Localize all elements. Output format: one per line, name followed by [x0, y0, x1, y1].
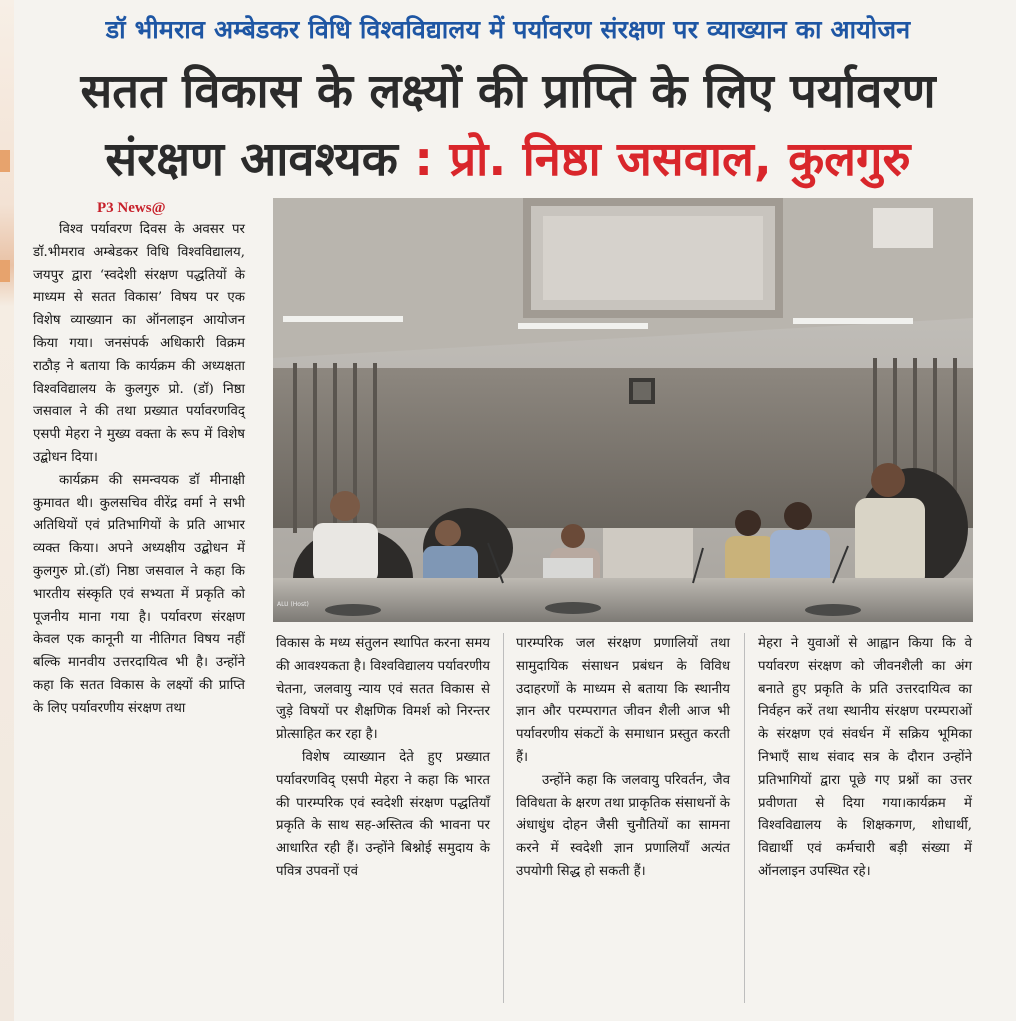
edge-mark	[0, 260, 10, 282]
article-column-4	[758, 633, 972, 884]
paragraph: कार्यक्रम की समन्वयक डॉ मीनाक्षी कुमावत थी। कुलसचिव वीरेंद्र वर्मा ने सभी अतिथियों एवं प्रतिभागियों के प्रति आभार व्यक्त किया। अपने अध्यक्षीय उद्बोधन में कुलगुरु प्रो.(डॉ) निष्ठा जसवाल ने कहा कि भारतीय संस्कृति एवं सभ्यता में प्रकृति को पूजनीय माना गया है। पर्यावरण संरक्षण केवल एक कानूनी या नीतिगत विषय नहीं बल्कि मानवीय उत्तरदायित्व भी है। उन्होंने कहा कि सतत विकास के लक्ष्यों की प्राप्ति के लिए पर्यावरणीय संरक्षण तथा	[33, 472, 245, 716]
article-column-3	[516, 633, 730, 884]
headline-line-1: सतत विकास के लक्ष्यों की प्राप्ति के लिए पर्यावरण	[80, 64, 936, 119]
headline-line-2-main: संरक्षण आवश्यक	[105, 132, 398, 187]
headline-line-2	[20, 126, 996, 194]
page-edge-strip	[0, 0, 14, 1021]
main-headline	[20, 58, 996, 194]
paragraph: विकास के मध्य संतुलन स्थापित करना समय की आवश्यकता है। विश्वविद्यालय पर्यावरणीय चेतना, जलवायु न्याय एवं सतत विकास से जुड़े विषयों पर शैक्षणिक विमर्श को निरन्तर प्रोत्साहित कर रहा है।	[276, 636, 490, 743]
byline: P3 News@	[97, 200, 166, 216]
article-column-2	[276, 633, 490, 884]
paragraph: उन्होंने कहा कि जलवायु परिवर्तन, जैव विविधता के क्षरण तथा प्राकृतिक संसाधनों के अंधाधुंध दोहन जैसी चुनौतियों का सामना करने में स्वदेशी ज्ञान प्रणालियाँ अत्यंत उपयोगी सिद्ध हो सकती हैं।	[516, 772, 730, 879]
edge-mark	[0, 150, 10, 172]
paragraph: पारम्परिक जल संरक्षण प्रणालियों तथा सामुदायिक संसाधन प्रबंधन के विविध उदाहरणों के माध्यम से बताया कि स्थानीय ज्ञान और परम्परागत जीवन शैली आज भी पर्यावरणीय संकटों के समाधान प्रस्तुत करती हैं।	[516, 636, 730, 765]
article-column-1	[33, 219, 245, 721]
headline-accent: प्रो. निष्ठा जसवाल, कुलगुरु	[449, 132, 911, 187]
photo-corner-mark: ALU (Host)	[277, 601, 309, 608]
news-photo	[273, 198, 973, 622]
column-divider	[503, 633, 504, 1003]
paragraph: विश्व पर्यावरण दिवस के अवसर पर डॉ.भीमराव अम्बेडकर विधि विश्वविद्यालय, जयपुर द्वारा ‘स्वदेशी संरक्षण पद्धतियों के माध्यम से सतत विकास’ विषय पर एक विशेष व्याख्यान का ऑनलाइन आयोजन किया गया। जनसंपर्क अधिकारी विक्रम राठौड़ ने बताया कि कार्यक्रम की अध्यक्षता विश्वविद्यालय के कुलगुरु प्रो. (डॉ) निष्ठा जसवाल ने की तथा प्रख्यात पर्यावरणविद् एसपी मेहरा ने मुख्य वक्ता के रूप में विशेष उद्बोधन दिया।	[33, 222, 245, 465]
headline-separator: :	[397, 132, 450, 187]
column-divider	[744, 633, 745, 1003]
conference-room-image	[273, 198, 973, 622]
paragraph: मेहरा ने युवाओं से आह्वान किया कि वे पर्यावरण संरक्षण को जीवनशैली का अंग बनाते हुए प्रकृति के प्रति उत्तरदायित्व का निर्वहन करें तथा स्थानीय संरक्षण परम्पराओं के संरक्षण एवं संवर्धन में सक्रिय भूमिका निभाएँ साथ संवाद सत्र के दौरान उन्होंने प्रतिभागियों द्वारा पूछे गए प्रश्नों का उत्तर प्रवीणता से दिया गया।कार्यक्रम में विश्वविद्यालय के शिक्षकगण, शोधार्थी, विद्यार्थी एवं कर्मचारी बड़ी संख्या में ऑनलाइन उपस्थित रहे।	[758, 636, 972, 879]
kicker-headline: डॉ भीमराव अम्बेडकर विधि विश्वविद्यालय में पर्यावरण संरक्षण पर व्याख्यान का आयोजन	[105, 15, 911, 44]
paragraph: विशेष व्याख्यान देते हुए प्रख्यात पर्यावरणविद् एसपी मेहरा ने कहा कि भारत की पारम्परिक एवं स्वदेशी संरक्षण पद्धतियाँ प्रकृति के साथ सह-अस्तित्व की भावना पर आधारित रही हैं। उन्होंने बिश्नोई समुदाय के पवित्र उपवनों एवं	[276, 749, 490, 879]
